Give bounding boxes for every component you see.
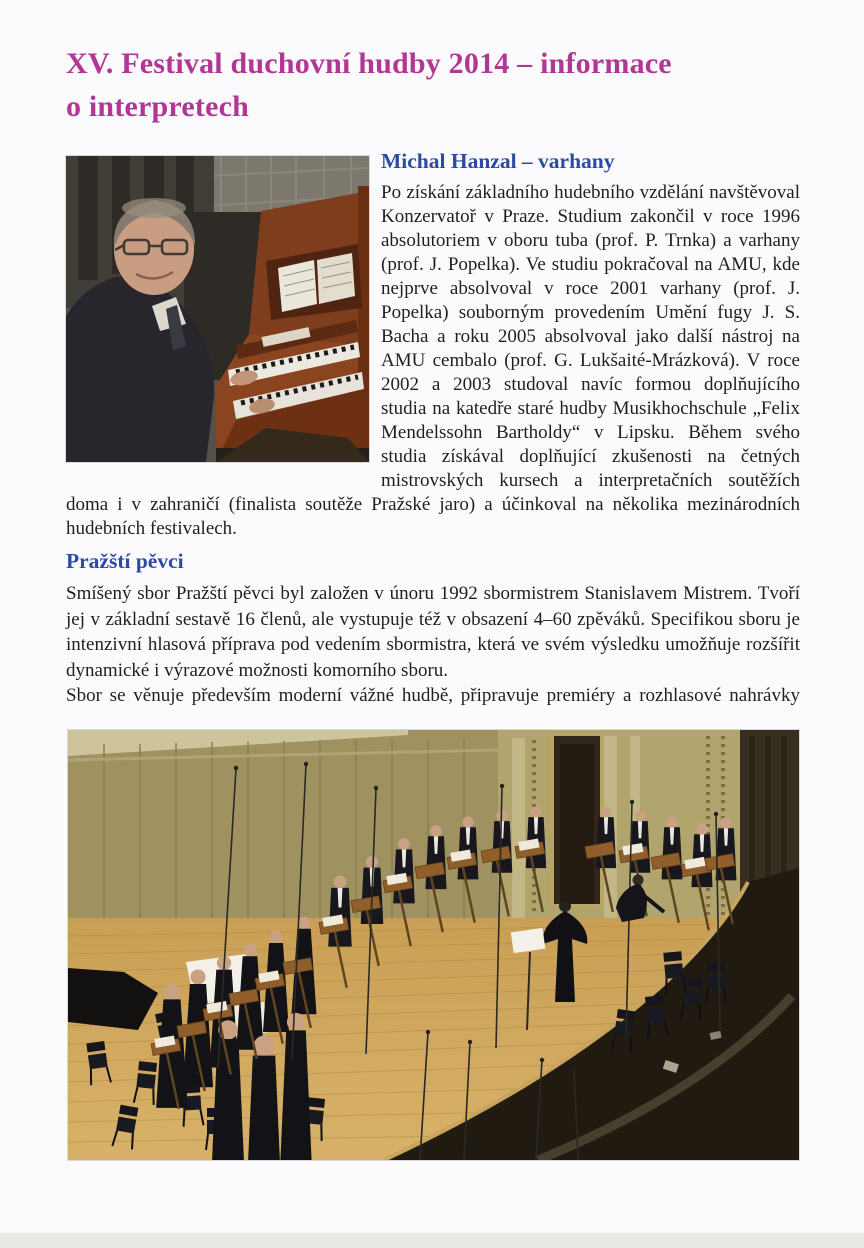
heading-prazsti-pevci: Pražští pěvci <box>66 549 184 573</box>
choir-photo <box>68 730 799 1160</box>
organist-photo-illustration <box>66 156 369 462</box>
page-title-line2: o interpretech <box>66 90 250 123</box>
pevci-description-text-2: Sbor se věnuje především moderní vážné hudbě, připravuje premiéry a rozhlasové nahrávky <box>66 685 800 706</box>
pevci-description-text: Smíšený sbor Pražští pěvci byl založen v únoru 1992 sbormistrem Stanislavem Mistrem. Tvoří jej v základní sestavě 16 členů, ale vystupuje též v obsazení 4–60 zpěváků. Specifikou sboru je intenzivní hlasová příprava pod vedením sbormistra, která ve svém výsledku umožňuje rozšířit dynamické i výrazové možnosti komorního sboru. <box>66 583 800 681</box>
section-prazsti-pevci <box>66 548 800 709</box>
section-michal-hanzal <box>66 148 800 541</box>
organist-photo <box>66 156 369 462</box>
page-title <box>66 42 786 128</box>
heading-michal-hanzal: Michal Hanzal – varhany <box>381 149 615 173</box>
hanzal-biography-text: Po získání základního hudebního vzdělání navštěvoval Konzervatoř v Praze. Studium zakončil v roce 1996 absolutoriem v oboru tuba (prof. P. Trnka) a varhany (prof. J. Popelka). Ve studiu pokračoval na AMU, kde nejprve absolvoval v roce 2001 varhany (prof. J. Popelka) souborným provedením Umění fugy J. S. Bacha a roku 2005 absolvoval jako další nástroj na AMU cembalo (prof. G. Lukšaité-Mrázková). V roce 2002 a 2003 studoval navíc formou doplňujícího studia na katedře staré hudby Musikhochschule „Felix Mendelssohn Bartholdy“ v Lipsku. Během svého studia získával doplňující zkušenosti na četných mistrovských kursech a interpretačních soutěžích doma i v zahraničí (finalista soutěže Pražské jaro) a účinkoval na několika mezinárodních hudebních festivalech. <box>66 182 800 539</box>
scan-edge-strip <box>0 1233 864 1248</box>
page-title-line1: XV. Festival duchovní hudby 2014 – informace <box>66 47 672 80</box>
choir-photo-illustration <box>68 730 799 1160</box>
